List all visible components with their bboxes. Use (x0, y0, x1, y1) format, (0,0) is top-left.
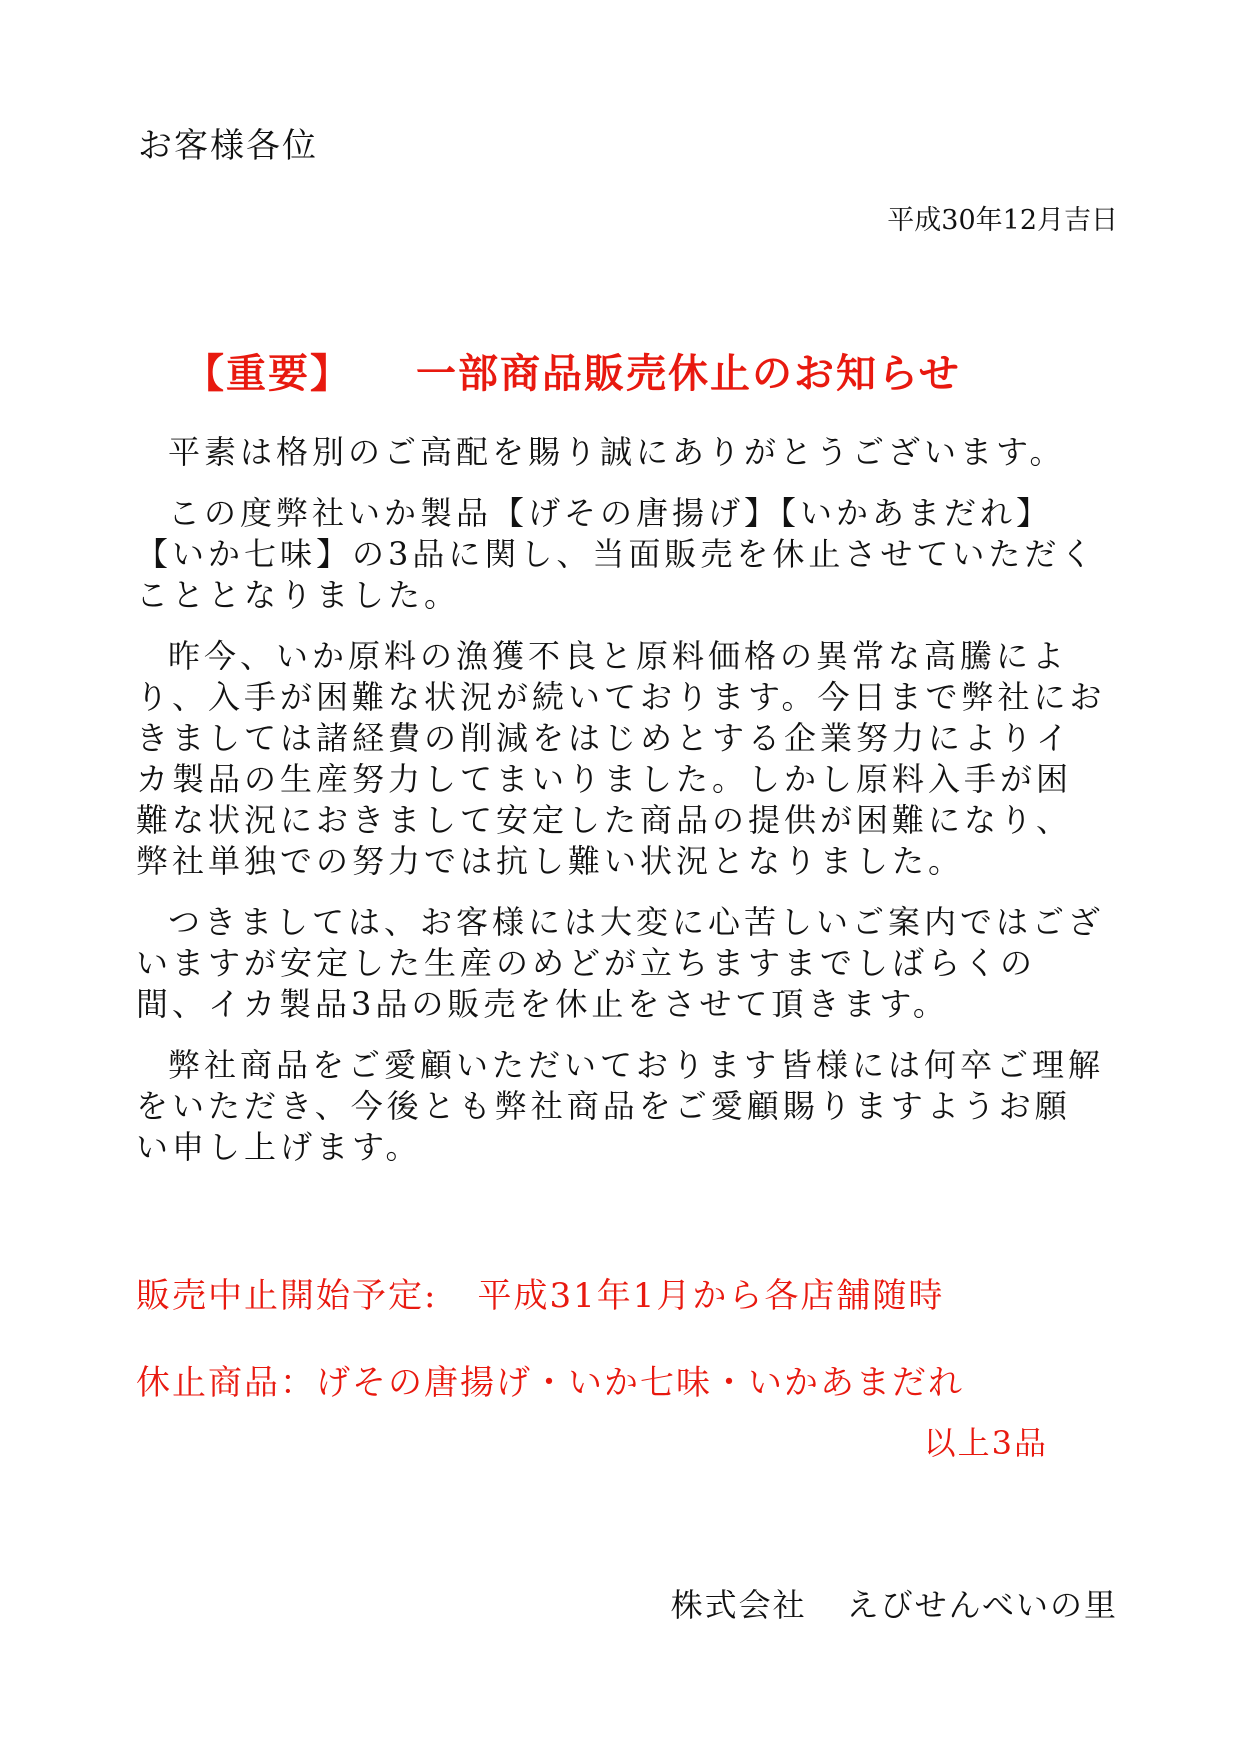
notice-body (136, 432, 1106, 1188)
suspension-details (136, 1268, 964, 1403)
products-label: 休止商品： (136, 1363, 316, 1403)
paragraph-greeting: 平素は格別のご高配を賜り誠にありがとうございます。 (168, 433, 1066, 471)
schedule-line (136, 1268, 964, 1316)
salutation: お客様各位 (138, 126, 318, 166)
schedule-label: 販売中止開始予定: (136, 1276, 438, 1316)
company-name: えびせんべいの里 (846, 1586, 1118, 1624)
schedule-value: 平成31年1月から各店舗随時 (477, 1276, 945, 1316)
products-value: げその唐揚げ・いか七味・いかあまだれ (316, 1363, 964, 1403)
paragraph-closing: 弊社商品をご愛顧いただいております皆様には何卒ご理解をいただき、今後とも弊社商品をご愛顧賜りますようお願い申し上げます。 (136, 1046, 1105, 1166)
title-tag: 【重要】 (184, 350, 352, 397)
company-type: 株式会社 (670, 1586, 807, 1624)
paragraph-suspension: つきましては、お客様には大変に心苦しいご案内ではございますが安定した生産のめどが立ちますまでしばらくの間、イカ製品3品の販売を休止をさせて頂きます。 (136, 903, 1105, 1023)
product-total: 以上3品 (923, 1424, 1048, 1462)
paragraph-reason: 昨今、いか原料の漁獲不良と原料価格の異常な高騰により、入手が困難な状況が続いております。今日まで弊社におきましては諸経費の削減をはじめとする企業努力によりイカ製品の生産努力してまいりました。しかし原料入手が困難な状況におきまして安定した商品の提供が困難になり、弊社単独での努力では抗し難い状況となりました。 (136, 637, 1106, 880)
issue-date: 平成30年12月吉日 (887, 205, 1118, 236)
notice-title (184, 342, 961, 399)
products-line (136, 1355, 964, 1403)
title-text: 一部商品販売休止のお知らせ (416, 350, 961, 397)
company-signature (671, 1580, 1118, 1626)
paragraph-announcement: この度弊社いか製品【げその唐揚げ】【いかあまだれ】【いか七味】の3品に関し、当面販売を休止させていただくこととなりました。 (136, 494, 1097, 614)
